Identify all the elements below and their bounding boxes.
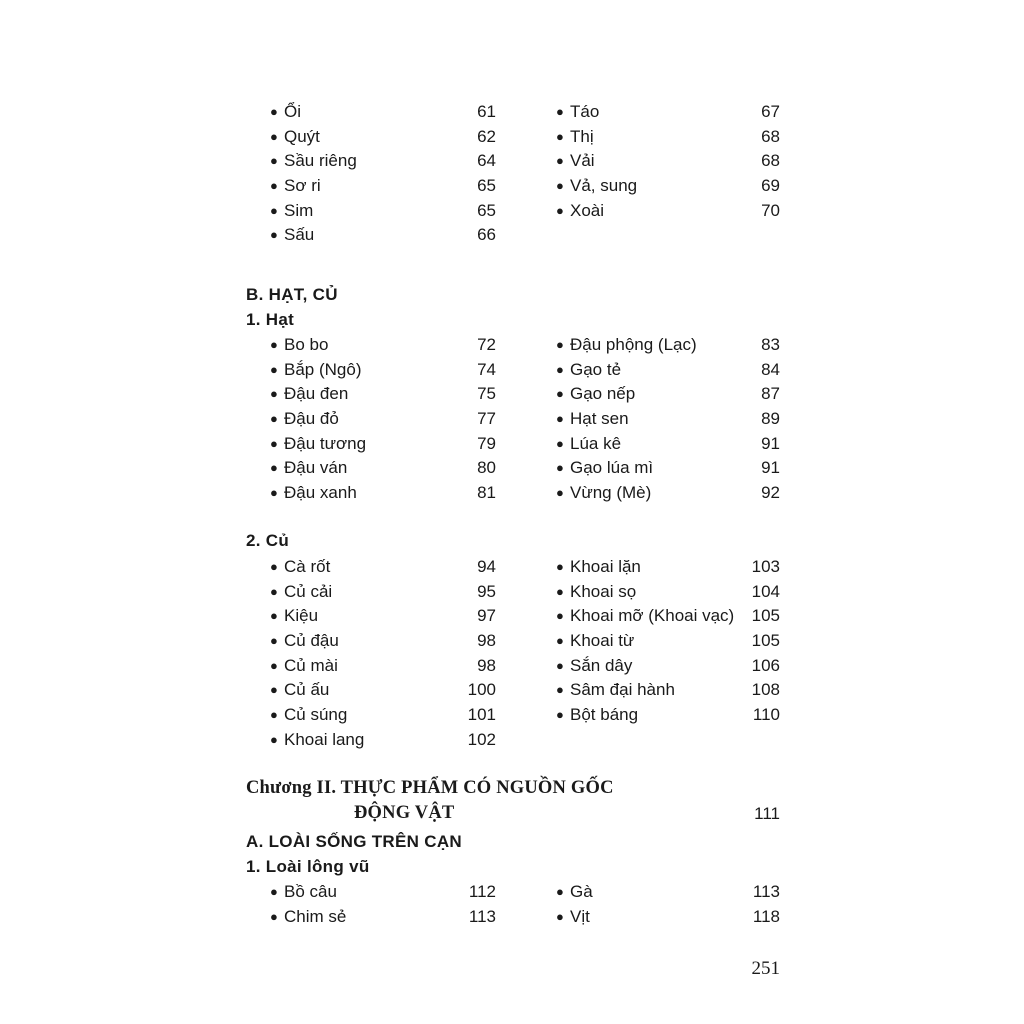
bullet-icon: ● <box>556 682 564 698</box>
toc-entry-name: Vải <box>570 151 595 171</box>
toc-entry <box>270 703 496 728</box>
toc-entry-page: 102 <box>467 729 496 749</box>
bullet-icon: ● <box>556 386 564 402</box>
toc-entry-name: Táo <box>570 102 600 121</box>
bullet-icon: ● <box>556 153 564 169</box>
toc-entry <box>556 629 780 654</box>
bullet-icon: ● <box>270 202 278 218</box>
bullet-icon: ● <box>270 411 278 427</box>
toc-entry-name: Đậu ván <box>284 458 348 478</box>
hat-list-right <box>556 333 780 506</box>
toc-entry-page: 105 <box>751 631 780 651</box>
toc-entry <box>556 125 780 150</box>
chapter-title-line1: Chương II. THỰC PHẨM CÓ NGUỒN GỐC <box>246 778 614 798</box>
bullet-icon: ● <box>270 128 278 144</box>
bullet-icon: ● <box>270 460 278 476</box>
bullet-icon: ● <box>556 707 564 723</box>
toc-entry-page: 92 <box>761 483 780 503</box>
toc-entry-page: 61 <box>477 102 496 121</box>
toc-entry <box>556 481 780 506</box>
toc-entry <box>270 382 496 407</box>
bullet-icon: ● <box>556 337 564 352</box>
toc-entry-name: Lúa kê <box>570 433 622 453</box>
bullet-icon: ● <box>270 682 278 698</box>
bullet-icon: ● <box>270 884 278 899</box>
toc-entry-page: 84 <box>761 359 780 379</box>
toc-entry <box>270 125 496 150</box>
toc-entry-page: 97 <box>477 606 496 626</box>
toc-entry-page: 103 <box>751 557 780 576</box>
toc-entry-page: 91 <box>761 433 780 453</box>
bullet-icon: ● <box>556 884 564 899</box>
toc-entry-page: 80 <box>477 458 496 478</box>
bullet-icon: ● <box>556 633 564 649</box>
toc-entry-page: 106 <box>751 655 780 675</box>
toc-entry-page: 72 <box>477 335 496 354</box>
bullet-icon: ● <box>270 908 278 924</box>
fruits-list-left <box>270 100 496 248</box>
toc-entry-page: 91 <box>761 458 780 478</box>
bullet-icon: ● <box>270 435 278 451</box>
hat-list-left <box>270 333 496 506</box>
toc-entry-page: 69 <box>761 176 780 196</box>
bullet-icon: ● <box>270 559 278 574</box>
subheading-hat: 1. Hạt <box>246 310 295 329</box>
toc-entry-page: 64 <box>477 151 496 171</box>
toc-entry-name: Khoai lặn <box>570 557 641 576</box>
toc-entry <box>270 880 496 905</box>
toc-entry-page: 77 <box>477 409 496 429</box>
toc-entry-name: Sầu riêng <box>284 151 357 171</box>
toc-entry-name: Đậu phộng (Lạc) <box>570 335 697 354</box>
toc-entry <box>270 629 496 654</box>
toc-entry-name: Bồ câu <box>284 882 337 901</box>
bullet-icon: ● <box>270 583 278 599</box>
bullet-icon: ● <box>556 128 564 144</box>
toc-entry <box>556 604 780 629</box>
toc-entry-name: Đậu tương <box>284 433 367 453</box>
bullet-icon: ● <box>556 202 564 218</box>
toc-entry-page: 98 <box>477 631 496 651</box>
toc-entry-name: Thị <box>570 126 594 146</box>
bullet-icon: ● <box>270 386 278 402</box>
toc-entry-page: 98 <box>477 655 496 675</box>
toc-entry-name: Sắn dây <box>570 655 633 675</box>
cu-list-left <box>270 555 496 753</box>
toc-entry-page: 94 <box>477 557 496 576</box>
toc-entry <box>556 580 780 605</box>
toc-entry-name: Chim sẻ <box>284 906 347 926</box>
toc-entry-name: Vừng (Mè) <box>570 483 652 503</box>
chapter-title-line2: ĐỘNG VẬT <box>354 803 455 823</box>
toc-entry-page: 75 <box>477 384 496 404</box>
bullet-icon: ● <box>556 361 564 377</box>
toc-entry-name: Sơ ri <box>284 176 321 196</box>
cu-list-right <box>556 555 780 728</box>
toc-entry-name: Đậu đen <box>284 384 349 404</box>
toc-entry <box>270 604 496 629</box>
toc-entry <box>270 481 496 506</box>
toc-entry-name: Cà rốt <box>284 557 331 576</box>
toc-entry <box>556 456 780 481</box>
toc-entry-name: Kiệu <box>284 606 319 626</box>
toc-entry-page: 66 <box>477 225 496 245</box>
toc-entry-page: 65 <box>477 200 496 220</box>
toc-entry-page: 68 <box>761 151 780 171</box>
bullet-icon: ● <box>270 153 278 169</box>
toc-entry-name: Củ đậu <box>284 631 339 651</box>
bullet-icon: ● <box>270 178 278 194</box>
toc-entry-page: 95 <box>477 581 496 601</box>
toc-entry <box>270 728 496 753</box>
fruits-list-right <box>556 100 780 223</box>
bullet-icon: ● <box>270 657 278 673</box>
toc-entry-page: 67 <box>761 102 780 121</box>
toc-entry-name: Gạo nếp <box>570 384 636 404</box>
toc-entry-page: 113 <box>468 906 496 926</box>
bullet-icon: ● <box>556 608 564 624</box>
toc-entry-name: Khoai mỡ (Khoai vạc) <box>570 606 735 626</box>
toc-entry-name: Củ cải <box>284 581 333 601</box>
subheading-long-vu: 1. Loài lông vũ <box>246 857 370 876</box>
bullet-icon: ● <box>270 361 278 377</box>
toc-entry <box>270 199 496 224</box>
toc-entry <box>270 580 496 605</box>
toc-entry <box>556 880 780 905</box>
toc-entry-name: Bắp (Ngô) <box>284 359 362 379</box>
toc-entry <box>270 333 496 358</box>
bird-list-left <box>270 880 496 929</box>
bullet-icon: ● <box>556 583 564 599</box>
toc-entry <box>556 703 780 728</box>
toc-entry-page: 81 <box>477 483 496 503</box>
toc-entry-page: 68 <box>761 126 780 146</box>
bullet-icon: ● <box>556 435 564 451</box>
toc-entry-name: Bột báng <box>570 705 639 725</box>
toc-entry <box>556 407 780 432</box>
toc-entry-name: Đậu xanh <box>284 483 357 503</box>
toc-entry <box>556 432 780 457</box>
toc-entry-page: 89 <box>761 409 780 429</box>
toc-entry <box>556 678 780 703</box>
toc-entry-name: Xoài <box>570 200 605 220</box>
bullet-icon: ● <box>270 608 278 624</box>
toc-entry <box>270 407 496 432</box>
toc-entry <box>270 654 496 679</box>
toc-entry-name: Đậu đỏ <box>284 409 339 429</box>
toc-entry-name: Ổi <box>284 102 301 121</box>
toc-entry-name: Gạo tẻ <box>570 359 622 379</box>
toc-entry-name: Khoai lang <box>284 729 365 749</box>
toc-entry-page: 79 <box>477 433 496 453</box>
section-heading-a: A. LOÀI SỐNG TRÊN CẠN <box>246 832 462 851</box>
toc-entry-page: 87 <box>761 384 780 404</box>
bullet-icon: ● <box>270 485 278 501</box>
toc-entry <box>270 223 496 248</box>
toc-entry-name: Sâm đại hành <box>570 680 675 700</box>
bullet-icon: ● <box>556 104 564 119</box>
bullet-icon: ● <box>270 633 278 649</box>
toc-entry <box>270 456 496 481</box>
toc-entry-name: Củ súng <box>284 705 348 725</box>
toc-entry <box>556 905 780 930</box>
toc-entry <box>270 149 496 174</box>
page-number: 251 <box>751 958 780 979</box>
toc-entry-page: 110 <box>752 705 780 725</box>
bullet-icon: ● <box>556 908 564 924</box>
toc-entry-name: Khoai sọ <box>570 581 637 601</box>
toc-entry-name: Hạt sen <box>570 409 629 429</box>
bullet-icon: ● <box>270 707 278 723</box>
chapter-page-number: 111 <box>754 804 780 823</box>
toc-entry-name: Củ mài <box>284 655 338 675</box>
toc-entry <box>556 555 780 580</box>
toc-entry <box>270 358 496 383</box>
toc-entry <box>556 199 780 224</box>
toc-entry <box>556 100 780 125</box>
toc-entry-name: Gạo lúa mì <box>570 458 654 478</box>
bullet-icon: ● <box>556 460 564 476</box>
subheading-cu: 2. Củ <box>246 531 290 550</box>
toc-entry <box>556 333 780 358</box>
toc-entry-name: Gà <box>570 882 593 901</box>
toc-entry-page: 101 <box>467 705 496 725</box>
toc-entry <box>270 555 496 580</box>
toc-entry-page: 70 <box>761 200 780 220</box>
bullet-icon: ● <box>556 657 564 673</box>
bullet-icon: ● <box>556 485 564 501</box>
toc-entry-page: 74 <box>477 359 496 379</box>
bullet-icon: ● <box>270 227 278 243</box>
bullet-icon: ● <box>270 104 278 119</box>
toc-entry <box>270 678 496 703</box>
toc-entry <box>270 432 496 457</box>
bullet-icon: ● <box>270 337 278 352</box>
toc-entry <box>556 149 780 174</box>
toc-entry-page: 100 <box>467 680 496 700</box>
toc-entry <box>556 382 780 407</box>
toc-entry-name: Vịt <box>570 906 590 926</box>
toc-entry-name: Bo bo <box>284 335 329 354</box>
toc-entry <box>270 174 496 199</box>
toc-entry <box>556 174 780 199</box>
toc-entry-page: 65 <box>477 176 496 196</box>
toc-entry-name: Vả, sung <box>570 176 638 196</box>
toc-entry-page: 83 <box>761 335 780 354</box>
toc-entry <box>270 905 496 930</box>
bullet-icon: ● <box>556 559 564 574</box>
toc-entry <box>556 654 780 679</box>
toc-entry-name: Sấu <box>284 225 315 245</box>
bullet-icon: ● <box>270 731 278 747</box>
section-heading-b: B. HẠT, CỦ <box>246 285 338 304</box>
bullet-icon: ● <box>556 178 564 194</box>
toc-entry <box>270 100 496 125</box>
toc-entry-name: Sim <box>284 200 314 220</box>
toc-entry-name: Quýt <box>284 126 320 146</box>
toc-entry-page: 105 <box>751 606 780 626</box>
toc-entry-page: 108 <box>751 680 780 700</box>
toc-entry-name: Củ ấu <box>284 680 330 700</box>
toc-entry-page: 118 <box>752 906 780 926</box>
toc-entry-name: Khoai từ <box>570 631 635 651</box>
bullet-icon: ● <box>556 411 564 427</box>
toc-entry-page: 62 <box>477 126 496 146</box>
bird-list-right <box>556 880 780 929</box>
toc-entry-page: 104 <box>751 581 780 601</box>
toc-entry-page: 113 <box>752 882 780 901</box>
toc-entry-page: 112 <box>468 882 496 901</box>
toc-entry <box>556 358 780 383</box>
